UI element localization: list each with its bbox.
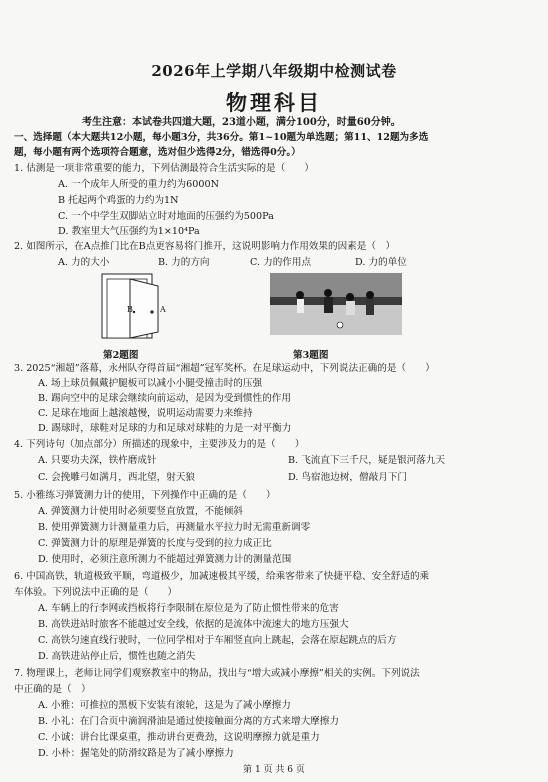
q5-stem: 5. 小雅练习弹簧测力计的使用，下列操作中正确的是（ ）: [14, 490, 276, 501]
q1-option-a: A. 一个成年人所受的重力约为6000N: [58, 179, 219, 190]
subject-title: 物理科目: [226, 90, 322, 115]
q4-option-c: C. 会挽雕弓如满月，西北望，射天狼: [38, 472, 196, 483]
q7-option-c: C. 小诚：讲台比课桌重，推动讲台更费劲，这说明摩擦力就是重力: [38, 732, 320, 743]
q2-option-a: A. 力的大小: [58, 257, 110, 268]
q6-option-a: A. 车辆上的行李网或挡板将行李限制在原位是为了防止惯性带来的危害: [38, 603, 339, 614]
q7-option-a: A. 小雅：可推拉的黑板下安装有滚轮，这是为了减小摩擦力: [38, 700, 291, 711]
figure2-caption: 第2题图: [103, 350, 139, 361]
q4-option-b: B. 飞流直下三千尺，疑是银河落九天: [288, 455, 446, 466]
q5-option-c: C. 弹簧测力计的原理是弹簧的长度与受到的拉力成正比: [38, 538, 272, 549]
q6-option-b: B. 高铁进站时旅客不能越过安全线，依据的是流体中流速大的地方压强大: [38, 619, 349, 630]
q3-option-c: C. 足球在地面上越滚越慢，说明运动需要力来维持: [38, 408, 253, 419]
q4-stem: 4. 下列诗句（加点部分）所描述的现象中，主要涉及力的是（ ）: [14, 439, 305, 450]
q7-stem-line1: 7. 物理课上，老师让同学们观察教室中的物品，找出与“增大或减小摩擦”相关的实例。下列说法: [14, 668, 420, 679]
exam-notice: 考生注意：本试卷共四道大题，23道小题，满分100分，时量60分钟。: [82, 117, 401, 128]
section1-line2: 题，每小题有两个选项符合题意，选对但少选得2分，错选得0分。）: [14, 147, 301, 158]
q3-option-a: A. 场上球员佩戴护腿板可以减小小腿受撞击时的压强: [38, 378, 263, 389]
exam-title: 2026年上学期八年级期中检测试卷: [151, 62, 397, 80]
q2-stem: 2. 如图所示，在A点推门比在B点更容易将门推开，这说明影响力作用效果的因素是（ ）: [14, 241, 396, 252]
point-a-label: A: [160, 305, 166, 314]
q5-option-b: B. 使用弹簧测力计测量重力后，再测量水平拉力时无需重新调零: [38, 522, 311, 533]
q2-option-b: B. 力的方向: [158, 257, 210, 268]
q6-stem-line1: 6. 中国高铁，轨道极致平顺，弯道极少，加减速极其平缓，给乘客带来了快捷平稳、安全舒适的乘: [14, 571, 430, 582]
q4-option-a: A. 只要功夫深，铁杵磨成针: [38, 455, 157, 466]
q1-stem: 1. 估测是一项非常重要的能力，下列估测最符合生活实际的是（ ）: [14, 163, 315, 174]
q5-option-a: A. 弹簧测力计使用时必须要竖直放置，不能倾斜: [38, 506, 243, 517]
q1-option-c: C. 一个中学生双脚站立时对地面的压强约为500Pa: [58, 211, 274, 222]
soccer-photo: [270, 273, 402, 335]
q1-option-d: D. 教室里大气压强约为1×10⁴Pa: [58, 226, 200, 237]
q2-option-c: C. 力的作用点: [250, 257, 312, 268]
q2-option-d: D. 力的单位: [355, 257, 407, 268]
q5-option-d: D. 使用时，必须注意所测力不能超过弹簧测力计的测量范围: [38, 554, 292, 565]
section1-line1: 一、选择题（本大题共12小题，每小题3分，共36分。第1~10题为单选题；第11、12题为多选: [14, 132, 429, 143]
q1-option-b: B 托起两个鸡蛋的力约为1N: [58, 195, 179, 206]
q3-option-d: D. 踢球时，球鞋对足球的力和足球对球鞋的力是一对平衡力: [38, 423, 292, 434]
q7-stem-line2: 中正确的是（ ）: [14, 684, 91, 695]
q6-stem-line2: 车体验。下列说法中正确的是（ ）: [14, 587, 178, 598]
figure3-caption: 第3题图: [293, 350, 329, 361]
q7-option-b: B. 小礼：在门合页中滴润滑油是通过使接触面分离的方式来增大摩擦力: [38, 716, 339, 727]
q6-option-c: C. 高铁匀速直线行驶时，一位同学相对于车厢竖直向上跳起，会落在原起跳点的后方: [38, 635, 397, 646]
point-b-label: B: [127, 305, 133, 314]
q4-option-d: D. 鸟宿池边树，僧敲月下门: [288, 472, 407, 483]
q6-option-d: D. 高铁进站停止后，惯性也随之消失: [38, 651, 196, 662]
q3-option-b: B. 踢向空中的足球会继续向前运动，是因为受到惯性的作用: [38, 393, 291, 404]
q3-stem: 3. 2025“湘超”落幕，永州队夺得首届“湘超”冠军奖杯。在足球运动中，下列说法正确的是（ ）: [14, 363, 435, 374]
page-number: 第 1 页 共 6 页: [243, 765, 305, 775]
q7-option-d: D. 小朴：握笔处的防滑纹路是为了减小摩擦力: [38, 748, 234, 759]
